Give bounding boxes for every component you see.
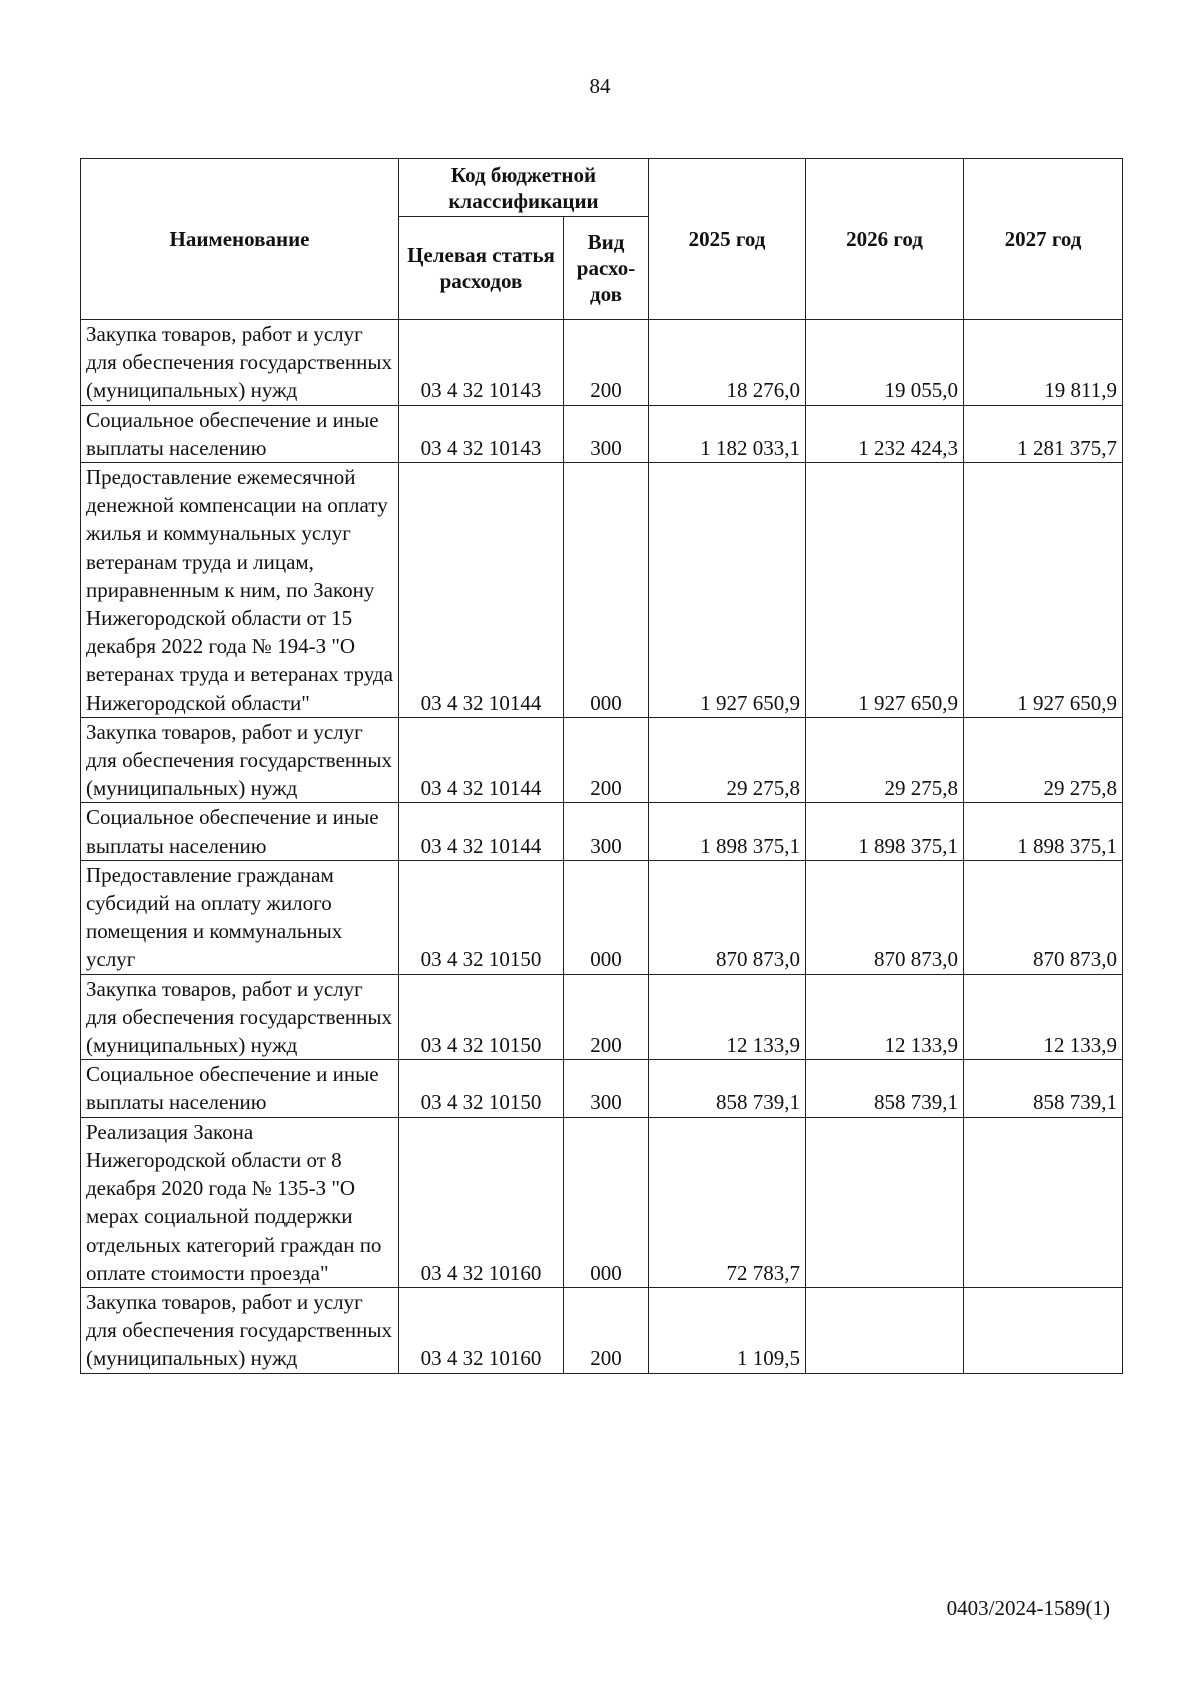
table-row — [81, 717, 1123, 803]
header-name: Наименование — [81, 159, 399, 320]
row-2026-cell: 1 898 375,1 — [806, 803, 964, 860]
row-2026-cell: 870 873,0 — [806, 860, 964, 974]
row-2027-cell: 1 898 375,1 — [964, 803, 1123, 860]
row-2025-cell: 1 182 033,1 — [649, 405, 806, 462]
row-target-article-cell: 03 4 32 10144 — [399, 803, 564, 860]
document-number: 0403/2024-1589(1) — [946, 1596, 1110, 1620]
row-2027-cell: 870 873,0 — [964, 860, 1123, 974]
row-target-article-cell: 03 4 32 10160 — [399, 1117, 564, 1287]
table-row — [81, 405, 1123, 462]
row-target-article-cell: 03 4 32 10150 — [399, 974, 564, 1060]
row-expense-type-cell: 200 — [564, 1287, 649, 1373]
row-2027-cell — [964, 1117, 1123, 1287]
row-2025-cell: 1 898 375,1 — [649, 803, 806, 860]
row-name-cell: Закупка товаров, работ и услуг для обеспечения государственных (муниципальных) нужд — [81, 320, 399, 406]
row-name-cell: Социальное обеспечение и иные выплаты населению — [81, 1060, 399, 1117]
table-row — [81, 320, 1123, 406]
row-name-cell: Закупка товаров, работ и услуг для обеспечения государственных (муниципальных) нужд — [81, 717, 399, 803]
row-2027-cell: 29 275,8 — [964, 717, 1123, 803]
row-expense-type-cell: 200 — [564, 974, 649, 1060]
row-expense-type-cell: 000 — [564, 463, 649, 718]
row-expense-type-cell: 300 — [564, 803, 649, 860]
header-expense-type: Вид расхо-дов — [564, 217, 649, 320]
row-2026-cell: 1 232 424,3 — [806, 405, 964, 462]
row-2025-cell: 29 275,8 — [649, 717, 806, 803]
row-2026-cell — [806, 1287, 964, 1373]
row-2026-cell: 1 927 650,9 — [806, 463, 964, 718]
row-2026-cell: 19 055,0 — [806, 320, 964, 406]
header-2026: 2026 год — [806, 159, 964, 320]
row-2027-cell: 1 927 650,9 — [964, 463, 1123, 718]
row-2026-cell: 12 133,9 — [806, 974, 964, 1060]
row-2025-cell: 858 739,1 — [649, 1060, 806, 1117]
row-expense-type-cell: 200 — [564, 320, 649, 406]
header-budget-code: Код бюджетной классификации — [399, 159, 649, 217]
row-expense-type-cell: 200 — [564, 717, 649, 803]
row-2026-cell — [806, 1117, 964, 1287]
row-name-cell: Закупка товаров, работ и услуг для обеспечения государственных (муниципальных) нужд — [81, 1287, 399, 1373]
row-target-article-cell: 03 4 32 10150 — [399, 860, 564, 974]
row-2026-cell: 858 739,1 — [806, 1060, 964, 1117]
row-expense-type-cell: 000 — [564, 860, 649, 974]
table-row — [81, 1287, 1123, 1373]
row-name-cell: Социальное обеспечение и иные выплаты населению — [81, 405, 399, 462]
header-2027: 2027 год — [964, 159, 1123, 320]
row-name-cell: Социальное обеспечение и иные выплаты населению — [81, 803, 399, 860]
row-target-article-cell: 03 4 32 10143 — [399, 405, 564, 462]
budget-table — [80, 158, 1123, 1374]
table-row — [81, 803, 1123, 860]
row-2027-cell: 12 133,9 — [964, 974, 1123, 1060]
row-2025-cell: 72 783,7 — [649, 1117, 806, 1287]
row-name-cell: Предоставление ежемесячной денежной компенсации на оплату жилья и коммунальных услуг ветеранам труда и лицам, приравненным к ним, по Закону Нижегородской области от 15 декабря 2022 года № 194-З "О ветеранах труда и ветеранах труда Нижегородской области" — [81, 463, 399, 718]
row-expense-type-cell: 300 — [564, 405, 649, 462]
row-target-article-cell: 03 4 32 10150 — [399, 1060, 564, 1117]
row-target-article-cell: 03 4 32 10160 — [399, 1287, 564, 1373]
table-row — [81, 860, 1123, 974]
row-2025-cell: 12 133,9 — [649, 974, 806, 1060]
row-name-cell: Реализация Закона Нижегородской области от 8 декабря 2020 года № 135-З "О мерах социальной поддержки отдельных категорий граждан по оплате стоимости проезда" — [81, 1117, 399, 1287]
row-target-article-cell: 03 4 32 10143 — [399, 320, 564, 406]
table-row — [81, 1060, 1123, 1117]
row-2025-cell: 1 109,5 — [649, 1287, 806, 1373]
row-2025-cell: 1 927 650,9 — [649, 463, 806, 718]
row-2027-cell: 858 739,1 — [964, 1060, 1123, 1117]
header-target-article: Целевая статья расходов — [399, 217, 564, 320]
row-expense-type-cell: 300 — [564, 1060, 649, 1117]
table-row — [81, 1117, 1123, 1287]
row-2026-cell: 29 275,8 — [806, 717, 964, 803]
row-2027-cell: 19 811,9 — [964, 320, 1123, 406]
table-row — [81, 463, 1123, 718]
header-2025: 2025 год — [649, 159, 806, 320]
table-row — [81, 974, 1123, 1060]
row-2027-cell — [964, 1287, 1123, 1373]
row-target-article-cell: 03 4 32 10144 — [399, 717, 564, 803]
row-expense-type-cell: 000 — [564, 1117, 649, 1287]
page-number: 84 — [589, 74, 611, 98]
row-2025-cell: 870 873,0 — [649, 860, 806, 974]
row-name-cell: Закупка товаров, работ и услуг для обеспечения государственных (муниципальных) нужд — [81, 974, 399, 1060]
row-2025-cell: 18 276,0 — [649, 320, 806, 406]
row-target-article-cell: 03 4 32 10144 — [399, 463, 564, 718]
row-name-cell: Предоставление гражданам субсидий на оплату жилого помещения и коммунальных услуг — [81, 860, 399, 974]
row-2027-cell: 1 281 375,7 — [964, 405, 1123, 462]
